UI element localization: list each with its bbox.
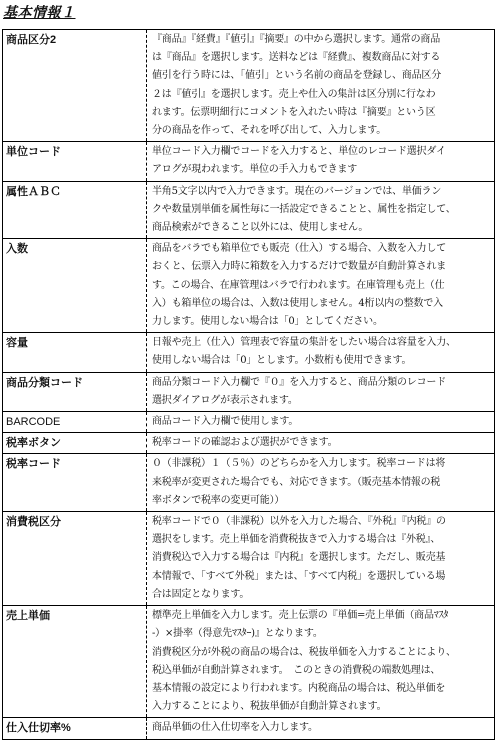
spec-row (3, 606, 495, 718)
spec-term: 単位コード (3, 142, 147, 181)
spec-description (147, 142, 495, 181)
description-line: 使用しない場合は「0」とします。小数桁も使用できます。 (152, 355, 412, 367)
description-line: 半角5文字以内で入力できます。現在のバージョンでは、単価ラン (152, 185, 442, 197)
spec-row (3, 433, 495, 454)
spec-row (3, 718, 495, 739)
description-line: 率ボタンで税率の変更可能）） (152, 494, 285, 506)
description-line: ２は『値引』を選択します。売上や仕入の集計は区分別に行なわ (152, 88, 436, 100)
description-line: 選択ダイアログが表示されます。 (152, 394, 298, 406)
description-line: 本情報で、「すべて外税」または、「すべて内税」を選択している場 (152, 570, 446, 582)
description-line: 商品分類コード入力欄で『０』を入力すると、商品分類のレコード (152, 376, 446, 388)
description-line: ０（非課税）１（５％）のどちらかを入力します。税率コードは将 (152, 458, 446, 470)
description-line: -）×掛率（得意先ﾏｽﾀｰ)』となります。 (152, 628, 323, 640)
description-line: アログが現われます。単位の手入力もできます (152, 164, 357, 176)
description-line: 選択をします。売上単価を消費税抜きで入力する場合は『外税』、 (152, 534, 441, 546)
description-line: 商品検索ができること以外には、使用しません。 (152, 222, 369, 234)
description-line: 税率コードで０（非課税）以外を入力した場合、『外税』『内税』の (152, 516, 446, 528)
description-line: 標準売上単価を入力します。売上伝票の『単価=売上単価（商品ﾏｽﾀ (152, 610, 449, 622)
spec-row (3, 181, 495, 239)
spec-row (3, 239, 495, 333)
description-line: 来税率が変更された場合でも、対応できます。（販売基本情報の税 (152, 476, 441, 488)
description-line: 税込単価が自動計算されます。 このときの消費税の端数処理は、 (152, 664, 441, 676)
spec-description (147, 30, 495, 142)
spec-table-body (3, 30, 495, 740)
spec-row (3, 142, 495, 181)
spec-description (147, 333, 495, 372)
description-line: 入力することにより、税抜単価が自動計算されます。 (152, 701, 387, 713)
spec-description (147, 372, 495, 411)
description-line: おくと、伝票入力時に箱数を入力するだけで数量が自動計算されま (152, 261, 446, 273)
description-line: 商品単価の仕入仕切率を入力します。 (152, 722, 318, 734)
spec-row (3, 412, 495, 433)
spec-row (3, 30, 495, 142)
spec-description (147, 512, 495, 606)
description-line: は『商品』を選択します。送料などは『経費』、複数商品に対する (152, 52, 441, 64)
spec-description (147, 718, 495, 739)
description-line: 基本情報の設定により行われます。内税商品の場合は、税込単価を (152, 682, 446, 694)
page-title: 基本情報１ (3, 5, 76, 21)
description-line: 入）も箱単位の場合は、入数は使用しません。4桁以内の整数で入 (152, 297, 443, 309)
spec-term: 商品分類コード (3, 372, 147, 411)
spec-description (147, 412, 495, 433)
spec-description (147, 239, 495, 333)
spec-term: 税率ボタン (3, 433, 147, 454)
spec-description (147, 606, 495, 718)
description-line: 合は固定となります。 (152, 588, 250, 600)
spec-term: 商品区分2 (3, 30, 147, 142)
spec-term: 消費税区分 (3, 512, 147, 606)
description-line: 『商品』『経費』『値引』『摘要』の中から選択します。通常の商品 (152, 34, 440, 45)
description-line: 分の商品を作って、それを呼び出して、入力します。 (152, 125, 386, 137)
description-line: 値引を行う時には、「値引」という名前の商品を登録し、商品区分 (152, 70, 441, 82)
spec-description (147, 454, 495, 512)
spec-term: BARCODE (3, 412, 147, 433)
description-line: 力します。使用しない場合は「0」としてください。 (152, 316, 383, 328)
description-line: クや数量別単価を属性毎に一括設定できることと、属性を指定して、 (152, 203, 456, 215)
spec-term: 税率コード (3, 454, 147, 512)
spec-term: 属性ＡＢＣ (3, 181, 147, 239)
spec-row (3, 372, 495, 411)
spec-term: 仕入仕切率% (3, 718, 147, 739)
description-line: 商品をバラでも箱単位でも販売（仕入）する場合、入数を入力して (152, 243, 446, 255)
description-line: 単位コード入力欄でコードを入力すると、単位のレコード選択ダイ (152, 146, 446, 158)
spec-row (3, 333, 495, 372)
spec-description (147, 181, 495, 239)
spec-term: 入数 (3, 239, 147, 333)
spec-term: 売上単価 (3, 606, 147, 718)
spec-term: 容量 (3, 333, 147, 372)
description-line: す。この場合、在庫管理はバラで行われます。在庫管理も売上（仕 (152, 279, 445, 291)
spec-row (3, 512, 495, 606)
spec-table (2, 29, 495, 740)
description-line: 消費税込で入力する場合は『内税』を選択します。ただし、販売基 (152, 552, 446, 564)
description-line: 商品コード入力欄で使用します。 (152, 416, 299, 428)
description-line: れます。伝票明細行にコメントを入れたい時は『摘要』という区 (152, 106, 436, 118)
description-line: 税率コードの確認および選択ができます。 (152, 437, 338, 449)
spec-row (3, 454, 495, 512)
spec-description (147, 433, 495, 454)
description-line: 日報や売上（仕入）管理表で容量の集計をしたい場合は容量を入力、 (152, 337, 456, 349)
description-line: 消費税区分が外税の商品の場合は、税抜単価を入力することにより、 (152, 646, 456, 658)
